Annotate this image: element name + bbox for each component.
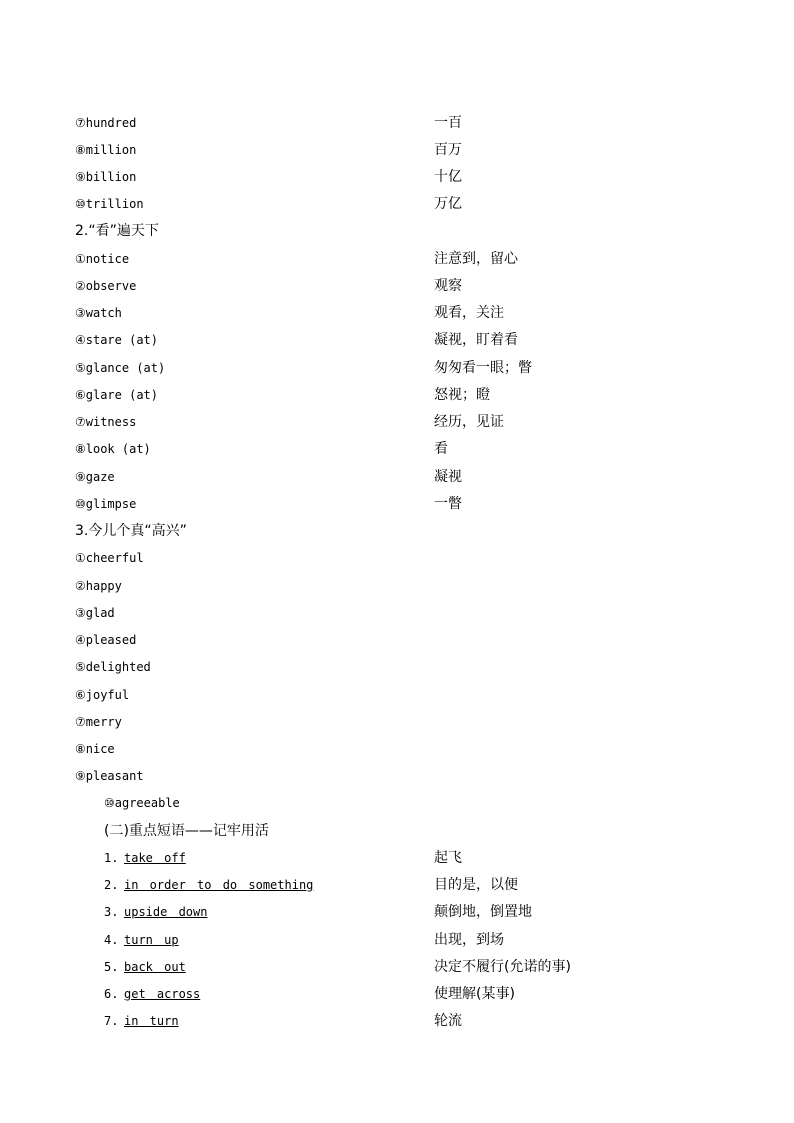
- word-chinese: 怒视；瞪: [434, 387, 490, 403]
- phrase-chinese: 决定不履行(允诺的事): [434, 959, 571, 975]
- phrase-text: upside down: [124, 905, 208, 919]
- phrase-english: [104, 981, 200, 1008]
- word-english: ①cheerful: [75, 551, 144, 565]
- word-chinese: 万亿: [434, 196, 462, 212]
- section-heading: (二)重点短语——记牢用活: [104, 823, 269, 839]
- phrase-text: in order to do something: [124, 878, 314, 892]
- phrase-english: [104, 899, 207, 926]
- phrase-number: 7.: [104, 1014, 119, 1028]
- word-row: [0, 654, 794, 681]
- word-row: [0, 246, 794, 273]
- word-english: ⑧million: [75, 143, 137, 157]
- phrase-chinese: 轮流: [434, 1013, 462, 1029]
- word-english: ⑦witness: [75, 415, 137, 429]
- word-english: ⑥joyful: [75, 688, 130, 702]
- phrase-row: [0, 927, 794, 954]
- word-row: [0, 409, 794, 436]
- word-row: [0, 545, 794, 572]
- phrase-row: [0, 845, 794, 872]
- word-english: ②happy: [75, 579, 122, 593]
- word-row: [0, 491, 794, 518]
- phrase-chinese: 颠倒地，倒置地: [434, 904, 532, 920]
- word-english: ⑦hundred: [75, 116, 137, 130]
- phrase-number: 5.: [104, 960, 119, 974]
- phrase-english: [104, 954, 186, 981]
- phrase-chinese: 出现，到场: [434, 932, 504, 948]
- phrase-number: 1.: [104, 851, 119, 865]
- word-english: ⑤delighted: [75, 660, 151, 674]
- word-row: [0, 736, 794, 763]
- phrase-row: [0, 1008, 794, 1035]
- word-row: [0, 355, 794, 382]
- word-chinese: 百万: [434, 142, 462, 158]
- phrase-english: [104, 1008, 179, 1035]
- word-english: ⑨billion: [75, 170, 137, 184]
- phrase-text: get across: [124, 987, 201, 1001]
- word-english: ⑥glare (at): [75, 388, 159, 402]
- word-row: [0, 790, 794, 817]
- word-english: ②observe: [75, 279, 137, 293]
- phrase-row: [0, 954, 794, 981]
- phrase-english: [104, 872, 313, 899]
- phrase-row: [0, 872, 794, 899]
- word-chinese: 注意到，留心: [434, 251, 518, 267]
- section-heading: 2.“看”遍天下: [75, 223, 159, 239]
- word-chinese: 匆匆看一眼；瞥: [434, 360, 532, 376]
- section-heading: 3.今儿个真“高兴”: [75, 523, 187, 539]
- phrase-english: [104, 927, 179, 954]
- word-row: [0, 110, 794, 137]
- phrase-row: [0, 981, 794, 1008]
- phrase-chinese: 起飞: [434, 850, 462, 866]
- word-english: ④pleased: [75, 633, 137, 647]
- word-row: [0, 273, 794, 300]
- phrase-text: back out: [124, 960, 186, 974]
- phrase-row: [0, 899, 794, 926]
- word-english: ⑦merry: [75, 715, 122, 729]
- word-chinese: 一瞥: [434, 496, 462, 512]
- word-row: [0, 600, 794, 627]
- word-row: [0, 682, 794, 709]
- word-row: [0, 464, 794, 491]
- phrase-number: 2.: [104, 878, 119, 892]
- word-english: ⑩trillion: [75, 197, 144, 211]
- word-row: [0, 164, 794, 191]
- phrase-number: 4.: [104, 933, 119, 947]
- phrase-text: take off: [124, 851, 186, 865]
- word-english: ⑩agreeable: [104, 796, 180, 810]
- phrase-text: in turn: [124, 1014, 179, 1028]
- word-row: [0, 436, 794, 463]
- word-row: [0, 191, 794, 218]
- word-english: ④stare (at): [75, 333, 159, 347]
- word-row: [0, 382, 794, 409]
- word-english: ⑧nice: [75, 742, 115, 756]
- word-row: [0, 573, 794, 600]
- word-row: [0, 763, 794, 790]
- word-chinese: 凝视，盯着看: [434, 332, 518, 348]
- word-english: ⑧look (at): [75, 442, 151, 456]
- word-row: [0, 627, 794, 654]
- word-chinese: 观看，关注: [434, 305, 504, 321]
- word-chinese: 观察: [434, 278, 462, 294]
- phrase-english: [104, 845, 186, 872]
- word-english: ①notice: [75, 252, 130, 266]
- word-english: ⑩glimpse: [75, 497, 137, 511]
- phrase-number: 3.: [104, 905, 119, 919]
- word-chinese: 一百: [434, 115, 462, 131]
- word-row: [0, 709, 794, 736]
- word-row: [0, 300, 794, 327]
- phrase-chinese: 目的是，以便: [434, 877, 518, 893]
- word-chinese: 凝视: [434, 469, 462, 485]
- phrase-number: 6.: [104, 987, 119, 1001]
- word-english: ⑨gaze: [75, 470, 115, 484]
- word-chinese: 看: [434, 441, 448, 457]
- word-row: [0, 327, 794, 354]
- word-english: ③glad: [75, 606, 115, 620]
- word-chinese: 经历，见证: [434, 414, 504, 430]
- phrase-text: turn up: [124, 933, 179, 947]
- word-english: ⑤glance (at): [75, 361, 166, 375]
- word-chinese: 十亿: [434, 169, 462, 185]
- word-english: ③watch: [75, 306, 122, 320]
- word-english: ⑨pleasant: [75, 769, 144, 783]
- phrase-chinese: 使理解(某事): [434, 986, 515, 1002]
- word-row: [0, 137, 794, 164]
